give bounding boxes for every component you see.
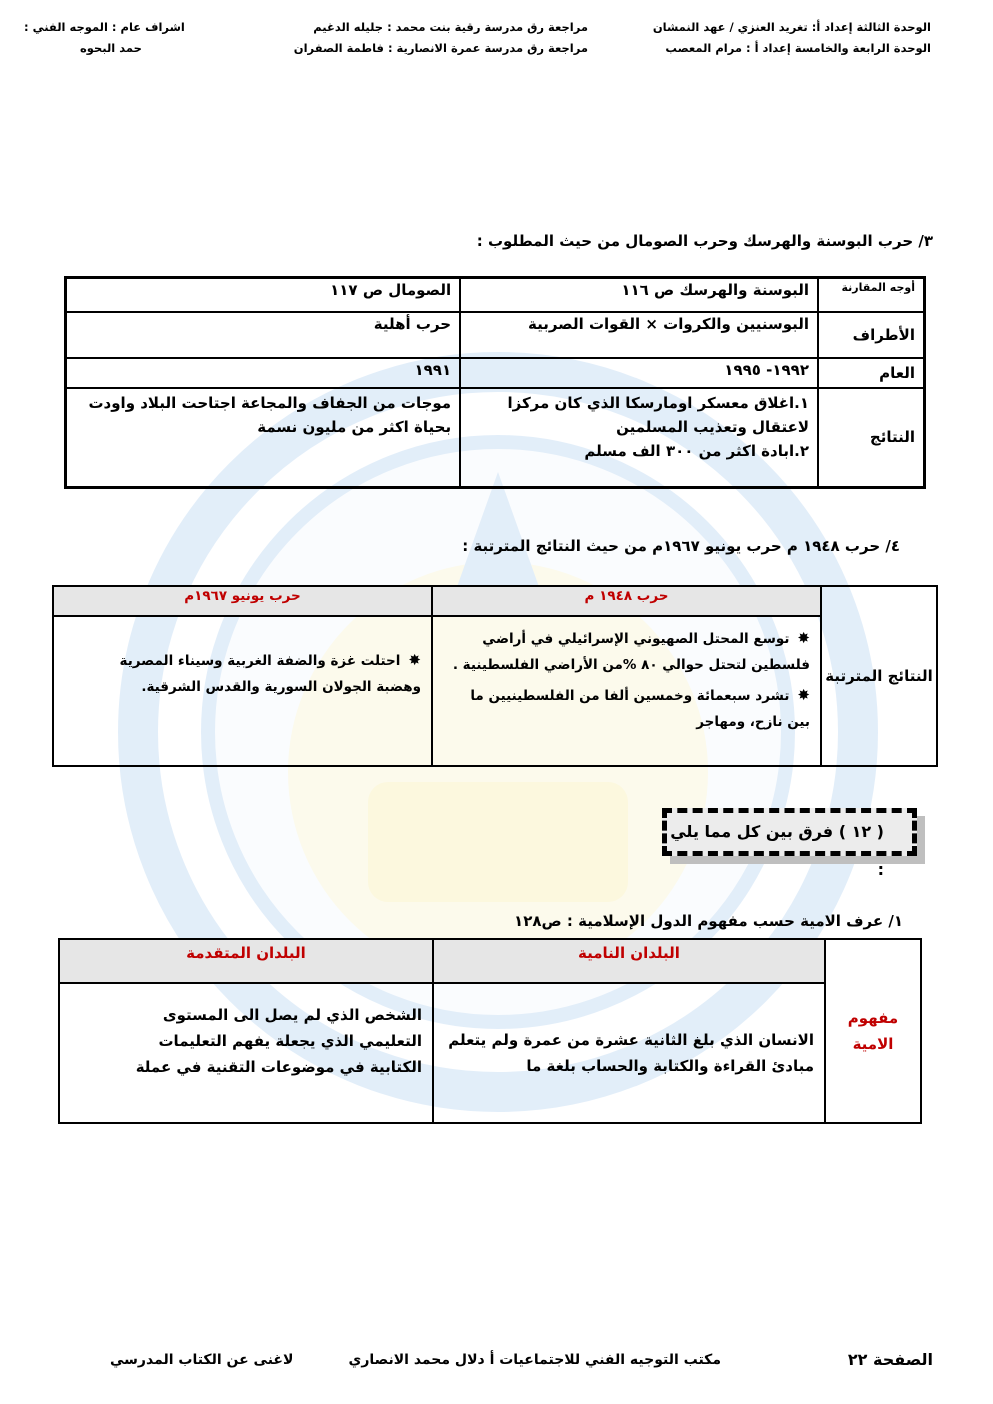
cell-somalia-header: الصومال ص ١١٧ [66,278,461,312]
cell-somalia-year: ١٩٩١ [66,358,461,388]
cell-developing-definition: الانسان الذي بلغ الثانية عشرة من عمرة ولم يتعلم مبادئ القراءة والكتابة والحساب بلغة ما [433,983,825,1123]
header-review1: مراجعة رق مدرسة رقية بنت محمد : جليله الدغيم [313,20,588,34]
list-item: ✸توسع المحتل الصهيوني الإسرائيلي في أراضي فلسطين لتحتل حوالي ٨٠ %من الأراضي الفلسطينية . [443,625,810,678]
question-1-illiteracy: ١/ عرف الامية حسب مفهوم الدول الإسلامية : ص١٢٨ [514,912,903,930]
header-developing: البلدان النامية [433,939,825,983]
table-row [66,358,925,388]
question-4: ٤/ حرب ١٩٤٨ م حرب يونيو ١٩٦٧م من حيث النتائج المترتبة : [462,537,900,555]
header-supervisor-name: حمد البحوه [80,41,142,55]
list-item: ✸احتلت غزة والضفة الغربية وسيناء المصرية وهضبة الجولان السورية والقدس الشرقية. [94,647,421,700]
row-label: النتائج [818,388,925,488]
question-3: ٣/ حرب البوسنة والهرسك وحرب الصومال من حيث المطلوب : [476,232,933,250]
row-label: الأطراف [818,312,925,358]
table-row [59,939,921,983]
footer-office: مكتب التوجيه الفني للاجتماعيات أ دلال محمد الانصاري [348,1352,721,1368]
cell-bosnia-header: البوسنة والهرسك ص ١١٦ [460,278,818,312]
question-12-box: ( ١٢ ) فرق بين كل مما يلي : [662,808,917,856]
cell-bosnia-results: ١.اغلاق معسكر اومارسكا الذي كان مركزا لاعتقال وتعذيب المسلمين ٢.ابادة اكثر من ٣٠٠ الف مسلم [460,388,818,488]
row-label: العام [818,358,925,388]
table-row [59,983,921,1123]
table-row [53,586,937,616]
list-item: ✸تشرد سبعمائة وخمسين ألفا من الفلسطينيين ما بين نازح، ومهاجر [443,682,810,735]
cell-somalia-parties: حرب أهلية [66,312,461,358]
header-unit45: الوحدة الرابعة والخامسة إعداد أ : مرام المعصب [665,41,931,55]
star-bullet-icon: ✸ [797,686,810,704]
footer-motto: لاغنى عن الكتاب المدرسي [110,1352,294,1368]
cell-bosnia-year: ١٩٩٢- ١٩٩٥ [460,358,818,388]
comparison-table-1948-1967 [52,585,938,767]
header-1948: حرب ١٩٤٨ م [432,586,821,616]
cell-developed-definition: الشخص الذي لم يصل الى المستوى التعليمي الذي يجعلة يفهم التعليمات الكتابية في موضوعات التقنية في عملة [59,983,433,1123]
table-row [66,278,925,312]
illiteracy-table [58,938,922,1124]
header-unit3: الوحدة الثالثة إعداد أ: تغريد العنزي / عهد النمشان [652,20,931,34]
star-bullet-icon: ✸ [797,629,810,647]
row-label: أوجه المقارنة [818,278,925,312]
header-developed: البلدان المتقدمة [59,939,433,983]
star-bullet-icon: ✸ [408,651,421,669]
cell-1948-results [432,616,821,766]
table-row [53,616,937,766]
cell-1967-results [53,616,432,766]
cell-bosnia-parties: البوسنيين والكروات × القوات الصربية [460,312,818,358]
header-supervision: اشراف عام : الموجه الفني : [24,20,185,34]
footer-page-number: الصفحة ٢٢ [847,1350,933,1369]
table-row [66,312,925,358]
illiteracy-label: مفهوم الامية [825,939,921,1123]
cell-somalia-results: موجات من الجفاف والمجاعة اجتاحت البلاد واودت بحياة اكثر من مليون نسمة [66,388,461,488]
header-review2: مراجعة رق مدرسة عمرة الانصارية : فاطمة الصفران [293,41,588,55]
header-1967: حرب يونيو ١٩٦٧م [53,586,432,616]
table-row [66,388,925,488]
comparison-table-bosnia-somalia [64,276,926,489]
results-label: النتائج المترتبة [821,586,937,766]
